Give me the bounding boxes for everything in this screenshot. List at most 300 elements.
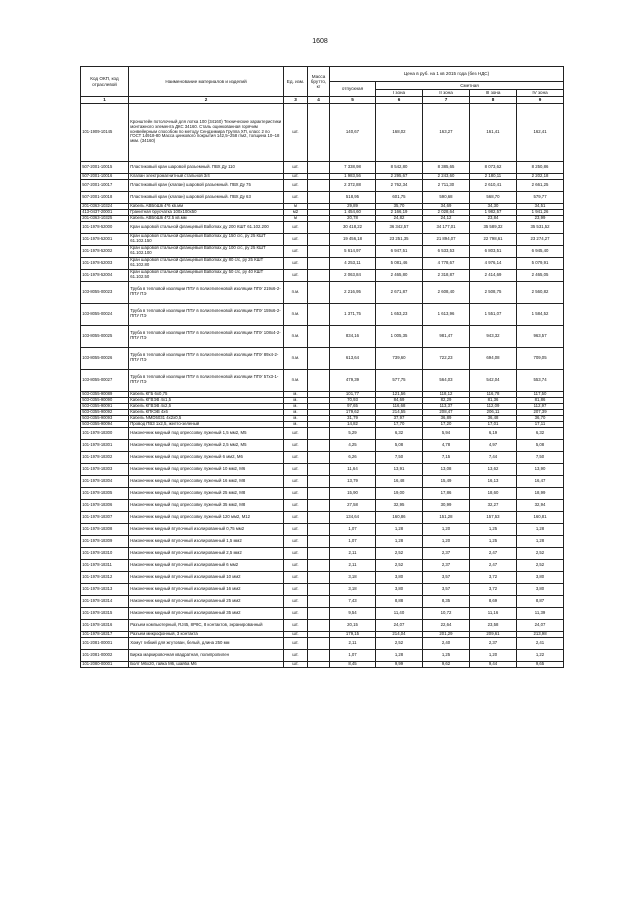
- cell-zone-2-price: 118,12: [423, 391, 470, 397]
- cell-unit: шт.: [284, 191, 308, 203]
- table-row: [81, 661, 564, 667]
- cell-code: 507-2001-10018: [81, 191, 129, 203]
- cell-release-price: 8,45: [330, 661, 376, 667]
- cell-unit: шт.: [284, 427, 308, 439]
- table-row: [81, 535, 564, 547]
- header-mass: Масса брутто, кг: [308, 67, 330, 97]
- cell-zone-4-price: 1 584,52: [517, 303, 564, 325]
- table-row: [81, 559, 564, 571]
- header-zone-3: III зона: [470, 89, 517, 97]
- cell-zone-4-price: 32,94: [517, 499, 564, 511]
- cell-zone-3-price: 11,16: [470, 607, 517, 619]
- cell-name: Кабель КГБ 6х0,75: [129, 391, 284, 397]
- cell-release-price: 2,11: [330, 637, 376, 649]
- cell-name: Наконечник медный втулочный изолированный 16 мм2: [129, 583, 284, 595]
- cell-name: Наконечник медный втулочный изолированный 10 мм2: [129, 571, 284, 583]
- cell-zone-1-price: 84,69: [376, 397, 423, 403]
- cell-code: 413-0437-20001: [81, 209, 129, 215]
- cell-code: 101-1978-18317: [81, 631, 129, 637]
- cell-unit: шт.: [284, 439, 308, 451]
- cell-zone-4-price: 8 250,86: [517, 161, 564, 173]
- cell-zone-2-price: 2,37: [423, 559, 470, 571]
- cell-mass: [308, 245, 330, 257]
- cell-release-price: 613,64: [330, 347, 376, 369]
- cell-zone-4-price: 117,50: [517, 391, 564, 397]
- cell-zone-4-price: 1,28: [517, 535, 564, 547]
- cell-unit: шт.: [284, 475, 308, 487]
- cell-zone-3-price: 18,60: [470, 487, 517, 499]
- cell-zone-4-price: 2 465,05: [517, 269, 564, 281]
- cell-zone-3-price: 943,32: [470, 325, 517, 347]
- cell-mass: [308, 439, 330, 451]
- cell-release-price: 1 371,75: [330, 303, 376, 325]
- cell-release-price: 70,93: [330, 397, 376, 403]
- cell-mass: [308, 661, 330, 667]
- cell-zone-4-price: 23,99: [517, 215, 564, 221]
- cell-release-price: 27,58: [330, 499, 376, 511]
- cell-code: 101-1978-18308: [81, 523, 129, 535]
- cell-zone-4-price: 16,47: [517, 475, 564, 487]
- cell-name: Кран шаровой стальной фланцевый Ballomax ду 50 с/с, ру 40 КШТ 61.102.50: [129, 269, 284, 281]
- cell-name: Труба в тепловой изоляции ППУ в полиэтиленовой изоляции ППУ 159х6-2-ППУ ПЭ: [129, 303, 284, 325]
- cell-release-price: 4,25: [330, 439, 376, 451]
- table-row: [81, 369, 564, 391]
- cell-release-price: 2,11: [330, 559, 376, 571]
- cell-code: 101-1978-18312: [81, 571, 129, 583]
- cell-release-price: 518,95: [330, 191, 376, 203]
- cell-zone-4-price: 1 941,26: [517, 209, 564, 215]
- cell-release-price: 179,15: [330, 631, 376, 637]
- cell-unit: п.м.: [284, 325, 308, 347]
- cell-zone-1-price: 121,56: [376, 391, 423, 397]
- cell-zone-1-price: 2,52: [376, 637, 423, 649]
- column-number: 6: [376, 97, 423, 104]
- cell-mass: [308, 427, 330, 439]
- cell-mass: [308, 369, 330, 391]
- cell-zone-4-price: 5 079,91: [517, 257, 564, 269]
- cell-zone-4-price: 7,50: [517, 451, 564, 463]
- cell-name: Наконечник медный втулочный изолированный 6 мм2: [129, 559, 284, 571]
- table-row: [81, 179, 564, 191]
- cell-release-price: 20,78: [330, 215, 376, 221]
- cell-zone-3-price: 6 803,51: [470, 245, 517, 257]
- cell-zone-2-price: 564,03: [423, 369, 470, 391]
- table-row: [81, 439, 564, 451]
- cell-zone-2-price: 4,78: [423, 439, 470, 451]
- cell-zone-3-price: 3,72: [470, 583, 517, 595]
- cell-mass: [308, 547, 330, 559]
- header-zone-4: IV зона: [517, 89, 564, 97]
- cell-mass: [308, 475, 330, 487]
- cell-zone-2-price: 2 318,87: [423, 269, 470, 281]
- cell-zone-3-price: 1 982,57: [470, 209, 517, 215]
- cell-name: Болт М6х20, гайка М6, шайба М6: [129, 661, 284, 667]
- cell-code: 503-0355-90089: [81, 391, 129, 397]
- cell-unit: шт.: [284, 103, 308, 161]
- cell-zone-3-price: 23,84: [470, 215, 517, 221]
- cell-mass: [308, 535, 330, 547]
- cell-zone-4-price: 1,22: [517, 649, 564, 661]
- cell-code: 503-0355-90093: [81, 415, 129, 421]
- table-row: [81, 487, 564, 499]
- cell-name: Кран шаровой стальной фланцевый Ballomax ду 80 с/с, ру 25 КШТ 61.102.80: [129, 257, 284, 269]
- cell-zone-4-price: 2 661,25: [517, 179, 564, 191]
- cell-code: 101-2081-00002: [81, 649, 129, 661]
- cell-unit: шт.: [284, 583, 308, 595]
- cell-release-price: 2 372,88: [330, 179, 376, 191]
- cell-zone-1-price: 35,70: [376, 203, 423, 209]
- table-row: [81, 245, 564, 257]
- cell-zone-1-price: 1,28: [376, 523, 423, 535]
- cell-code: 101-1909-10145: [81, 103, 129, 161]
- cell-mass: [308, 281, 330, 303]
- cell-zone-3-price: 1,25: [470, 523, 517, 535]
- cell-code: 101-1978-18310: [81, 547, 129, 559]
- cell-zone-1-price: 37,97: [376, 415, 423, 421]
- cell-code: 101-1978-52004: [81, 269, 129, 281]
- cell-mass: [308, 637, 330, 649]
- cell-code: 101-1978-18303: [81, 463, 129, 475]
- cell-release-price: 4 253,11: [330, 257, 376, 269]
- cell-zone-1-price: 17,70: [376, 421, 423, 427]
- cell-unit: м.: [284, 403, 308, 409]
- cell-zone-4-price: 34,51: [517, 203, 564, 209]
- cell-zone-1-price: 2 762,34: [376, 179, 423, 191]
- cell-unit: м.: [284, 421, 308, 427]
- cell-code: 103-8055-00026: [81, 347, 129, 369]
- cell-zone-2-price: 4 778,67: [423, 257, 470, 269]
- cell-zone-1-price: 601,75: [376, 191, 423, 203]
- cell-mass: [308, 649, 330, 661]
- cell-release-price: 19 456,18: [330, 233, 376, 245]
- cell-code: 101-1978-18313: [81, 583, 129, 595]
- cell-mass: [308, 191, 330, 203]
- cell-zone-2-price: 30,99: [423, 499, 470, 511]
- cell-release-price: 31,79: [330, 415, 376, 421]
- column-number: 9: [517, 97, 564, 104]
- table-row: [81, 475, 564, 487]
- cell-release-price: 7,43: [330, 595, 376, 607]
- cell-zone-3-price: 8 073,62: [470, 161, 517, 173]
- cell-zone-3-price: 2,47: [470, 547, 517, 559]
- cell-zone-1-price: 214,04: [376, 631, 423, 637]
- cell-unit: п.м.: [284, 281, 308, 303]
- table-row: [81, 269, 564, 281]
- table-row: [81, 619, 564, 631]
- cell-release-price: 20,15: [330, 619, 376, 631]
- cell-mass: [308, 619, 330, 631]
- cell-release-price: 1,07: [330, 535, 376, 547]
- cell-zone-4-price: 1,28: [517, 523, 564, 535]
- cell-mass: [308, 257, 330, 269]
- cell-zone-2-price: 2,40: [423, 637, 470, 649]
- cell-release-price: 9,54: [330, 607, 376, 619]
- cell-zone-2-price: 17,20: [423, 421, 470, 427]
- cell-zone-2-price: 22,64: [423, 619, 470, 631]
- cell-name: Пластиковый кран (клапан) шаровой разъемный. ПВХ Ду 75: [129, 179, 284, 191]
- cell-code: 503-0355-90094: [81, 421, 129, 427]
- cell-code: 101-1978-52000: [81, 221, 129, 233]
- cell-zone-2-price: 21 894,07: [423, 233, 470, 245]
- cell-release-price: 7 338,98: [330, 161, 376, 173]
- cell-name: Кран шаровой стальной фланцевый Ballomax ду 100 с/с, ру 25 КШТ 61.102.100: [129, 245, 284, 257]
- cell-zone-1-price: 2 465,80: [376, 269, 423, 281]
- cell-unit: шт.: [284, 451, 308, 463]
- cell-zone-3-price: 23,58: [470, 619, 517, 631]
- cell-zone-4-price: 81,86: [517, 397, 564, 403]
- cell-zone-2-price: 208,47: [423, 409, 470, 415]
- cell-unit: м.: [284, 391, 308, 397]
- cell-zone-1-price: 2,52: [376, 547, 423, 559]
- cell-zone-2-price: 590,68: [423, 191, 470, 203]
- cell-name: Кабель КГВЭВ 4х1,5: [129, 397, 284, 403]
- cell-zone-4-price: 3,80: [517, 571, 564, 583]
- cell-mass: [308, 347, 330, 369]
- cell-zone-1-price: 16,48: [376, 475, 423, 487]
- cell-zone-1-price: 36 342,57: [376, 221, 423, 233]
- cell-release-price: 179,62: [330, 409, 376, 415]
- cell-code: 101-1978-18304: [81, 475, 129, 487]
- header-code: Код ОКП, код отраслевой: [81, 67, 129, 97]
- cell-unit: шт.: [284, 257, 308, 269]
- cell-zone-4-price: 213,98: [517, 631, 564, 637]
- cell-name: Наконечник медный под опрессовку луженый 2,5 мм2, М5: [129, 439, 284, 451]
- cell-release-price: 3,18: [330, 571, 376, 583]
- cell-unit: м2: [284, 209, 308, 215]
- cell-zone-3-price: 2 180,11: [470, 173, 517, 179]
- cell-zone-4-price: 2 202,18: [517, 173, 564, 179]
- cell-release-price: 1 454,60: [330, 209, 376, 215]
- cell-zone-4-price: 2,41: [517, 637, 564, 649]
- cell-zone-1-price: 2 671,87: [376, 281, 423, 303]
- cell-unit: м: [284, 203, 308, 209]
- cell-zone-3-price: 2 414,69: [470, 269, 517, 281]
- table-row: [81, 463, 564, 475]
- cell-zone-4-price: 35 531,52: [517, 221, 564, 233]
- cell-zone-2-price: 34 177,01: [423, 221, 470, 233]
- cell-name: Кабель АВБбШв 4*6 кв.мм: [129, 203, 284, 209]
- cell-unit: шт.: [284, 499, 308, 511]
- cell-zone-2-price: 36,89: [423, 415, 470, 421]
- cell-zone-2-price: 10,72: [423, 607, 470, 619]
- cell-unit: шт.: [284, 245, 308, 257]
- cell-zone-4-price: 18,99: [517, 487, 564, 499]
- cell-zone-1-price: 116,68: [376, 403, 423, 409]
- cell-zone-1-price: 168,02: [376, 103, 423, 161]
- table-row: [81, 221, 564, 233]
- cell-zone-3-price: 116,78: [470, 391, 517, 397]
- cell-zone-2-price: 163,27: [423, 103, 470, 161]
- cell-zone-1-price: 3,80: [376, 583, 423, 595]
- cell-release-price: 1,07: [330, 649, 376, 661]
- cell-zone-4-price: 36,70: [517, 415, 564, 421]
- cell-name: Наконечник медный под опрессовку луженый 10 мм2, М6: [129, 463, 284, 475]
- cell-name: Кабель КГВЭВ 4х2,5: [129, 403, 284, 409]
- cell-zone-2-price: 15,49: [423, 475, 470, 487]
- cell-zone-2-price: 9,62: [423, 661, 470, 667]
- cell-name: Кронштейн потолочный для лотка 100 (34160) Технические характеристики монтажного элемента ДКС 34160. Сталь оцинкованная горячим конвейерным способом по методу Сендзимира Группа ХП, класс 2 по ГОСТ 14918-80 Масса цинкового покрытия 142,5–258 г/м2, толщина 10–18 мкм. (34160): [129, 103, 284, 161]
- cell-zone-2-price: 17,86: [423, 487, 470, 499]
- cell-code: 101-1978-18311: [81, 559, 129, 571]
- price-table: [80, 66, 564, 668]
- cell-unit: шт.: [284, 547, 308, 559]
- cell-zone-4-price: 6 945,40: [517, 245, 564, 257]
- cell-unit: шт.: [284, 607, 308, 619]
- cell-release-price: 134,64: [330, 511, 376, 523]
- cell-name: Наконечник медный под опрессовку луженый 35 мм2, М8: [129, 499, 284, 511]
- cell-zone-4-price: 162,41: [517, 103, 564, 161]
- table-row: [81, 325, 564, 347]
- column-number: 4: [308, 97, 330, 104]
- cell-code: 101-2080-00001: [81, 661, 129, 667]
- cell-name: Наконечник медный под опрессовку луженый 1,5 мм2, М5: [129, 427, 284, 439]
- cell-mass: [308, 325, 330, 347]
- cell-code: 103-8055-00023: [81, 281, 129, 303]
- cell-zone-1-price: 5,08: [376, 439, 423, 451]
- cell-release-price: 2,11: [330, 547, 376, 559]
- cell-name: Наконечник медный под опрессовку луженый 6 мм2, М6: [129, 451, 284, 463]
- cell-zone-4-price: 2,52: [517, 559, 564, 571]
- table-row: [81, 103, 564, 161]
- cell-code: 503-0355-90091: [81, 403, 129, 409]
- cell-zone-1-price: 160,86: [376, 511, 423, 523]
- cell-code: 201-0363-10324: [81, 203, 129, 209]
- cell-mass: [308, 559, 330, 571]
- cell-zone-3-price: 157,53: [470, 511, 517, 523]
- cell-zone-1-price: 6 947,51: [376, 245, 423, 257]
- cell-zone-2-price: 8,35: [423, 595, 470, 607]
- cell-mass: [308, 583, 330, 595]
- cell-zone-3-price: 36,48: [470, 415, 517, 421]
- cell-zone-1-price: 1,28: [376, 535, 423, 547]
- cell-zone-3-price: 16,13: [470, 475, 517, 487]
- cell-code: 101-2081-00001: [81, 637, 129, 649]
- cell-zone-2-price: 151,28: [423, 511, 470, 523]
- cell-release-price: 3,18: [330, 583, 376, 595]
- cell-zone-2-price: 1 613,96: [423, 303, 470, 325]
- cell-release-price: 6,26: [330, 451, 376, 463]
- cell-zone-2-price: 2 028,64: [423, 209, 470, 215]
- cell-release-price: 29,89: [330, 203, 376, 209]
- cell-unit: п.м.: [284, 347, 308, 369]
- cell-zone-4-price: 9,65: [517, 661, 564, 667]
- cell-code: 101-1978-18306: [81, 499, 129, 511]
- cell-code: 101-1978-52003: [81, 257, 129, 269]
- cell-unit: шт.: [284, 619, 308, 631]
- cell-mass: [308, 451, 330, 463]
- cell-zone-1-price: 577,75: [376, 369, 423, 391]
- cell-name: Наконечник медный втулочный изолированный 1,5 мм2: [129, 535, 284, 547]
- column-number: 2: [129, 97, 284, 104]
- table-row: [81, 649, 564, 661]
- cell-name: Провод ПВЗ 1х2,5, желто-зеленый: [129, 421, 284, 427]
- cell-zone-4-price: 5,08: [517, 439, 564, 451]
- table-row: [81, 637, 564, 649]
- cell-zone-3-price: 13,62: [470, 463, 517, 475]
- cell-zone-3-price: 8,69: [470, 595, 517, 607]
- cell-unit: м: [284, 215, 308, 221]
- cell-code: 103-8055-00025: [81, 325, 129, 347]
- cell-name: Наконечник медный втулочный изолированный 0,75 мм2: [129, 523, 284, 535]
- table-row: [81, 281, 564, 303]
- cell-zone-2-price: 34,69: [423, 203, 470, 209]
- cell-zone-1-price: 3,80: [376, 571, 423, 583]
- cell-zone-4-price: 23 274,27: [517, 233, 564, 245]
- cell-zone-2-price: 7,15: [423, 451, 470, 463]
- cell-release-price: 140,67: [330, 103, 376, 161]
- table-row: [81, 583, 564, 595]
- cell-unit: шт.: [284, 233, 308, 245]
- cell-unit: шт.: [284, 511, 308, 523]
- cell-zone-4-price: 17,11: [517, 421, 564, 427]
- cell-release-price: 14,82: [330, 421, 376, 427]
- cell-name: Разъем микрофонный, 3 контакта: [129, 631, 284, 637]
- cell-unit: шт.: [284, 649, 308, 661]
- cell-code: 101-1978-52002: [81, 245, 129, 257]
- table-row: [81, 511, 564, 523]
- cell-zone-3-price: 22 798,61: [470, 233, 517, 245]
- table-row: [81, 607, 564, 619]
- cell-zone-3-price: 1,25: [470, 535, 517, 547]
- cell-zone-4-price: 709,05: [517, 347, 564, 369]
- cell-release-price: 11,64: [330, 463, 376, 475]
- cell-code: 103-8055-00027: [81, 369, 129, 391]
- cell-zone-4-price: 11,39: [517, 607, 564, 619]
- cell-code: 101-1978-52001: [81, 233, 129, 245]
- cell-name: Труба в тепловой изоляции ППУ в полиэтиленовой изоляции ППУ 57х3-1-ППУ ПЭ: [129, 369, 284, 391]
- table-row: [81, 257, 564, 269]
- cell-zone-2-price: 722,23: [423, 347, 470, 369]
- cell-zone-2-price: 2 608,40: [423, 281, 470, 303]
- cell-name: Наконечник медный под опрессовку луженый 120 мм2, М12: [129, 511, 284, 523]
- cell-name: Наконечник медный под опрессовку луженый 25 мм2, М8: [129, 487, 284, 499]
- cell-release-price: 1,07: [330, 523, 376, 535]
- table-row: [81, 499, 564, 511]
- cell-name: Кабель АВБбШв 4*2.5 кв.мм: [129, 215, 284, 221]
- header-zone-1: I зона: [376, 89, 423, 97]
- cell-zone-1-price: 32,95: [376, 499, 423, 511]
- cell-zone-1-price: 8,88: [376, 595, 423, 607]
- cell-mass: [308, 499, 330, 511]
- cell-zone-3-price: 2,37: [470, 637, 517, 649]
- cell-zone-1-price: 2 166,19: [376, 209, 423, 215]
- cell-zone-2-price: 113,37: [423, 403, 470, 409]
- cell-zone-2-price: 6 533,53: [423, 245, 470, 257]
- header-zone-2: II зона: [423, 89, 470, 97]
- cell-zone-3-price: 3,72: [470, 571, 517, 583]
- cell-code: 101-1978-18305: [81, 487, 129, 499]
- cell-zone-4-price: 13,90: [517, 463, 564, 475]
- table-row: [81, 523, 564, 535]
- cell-name: Гранитная брусчатка 100х100х50: [129, 209, 284, 215]
- column-number: 8: [470, 97, 517, 104]
- cell-zone-2-price: 8 385,65: [423, 161, 470, 173]
- cell-unit: м.: [284, 397, 308, 403]
- cell-zone-2-price: 3,57: [423, 583, 470, 595]
- header-release: отпускная: [330, 82, 376, 97]
- header-name: Наименование материалов и изделий: [129, 67, 284, 97]
- cell-zone-2-price: 2 711,30: [423, 179, 470, 191]
- cell-zone-4-price: 3,80: [517, 583, 564, 595]
- cell-zone-1-price: 13,91: [376, 463, 423, 475]
- cell-name: Кабель КПКЭВ 4х6: [129, 409, 284, 415]
- cell-zone-1-price: 739,60: [376, 347, 423, 369]
- cell-unit: шт.: [284, 161, 308, 173]
- cell-zone-1-price: 214,55: [376, 409, 423, 415]
- cell-zone-2-price: 13,08: [423, 463, 470, 475]
- table-body: [81, 103, 564, 667]
- cell-name: Наконечник медный под опрессовку луженый 16 мм2, М8: [129, 475, 284, 487]
